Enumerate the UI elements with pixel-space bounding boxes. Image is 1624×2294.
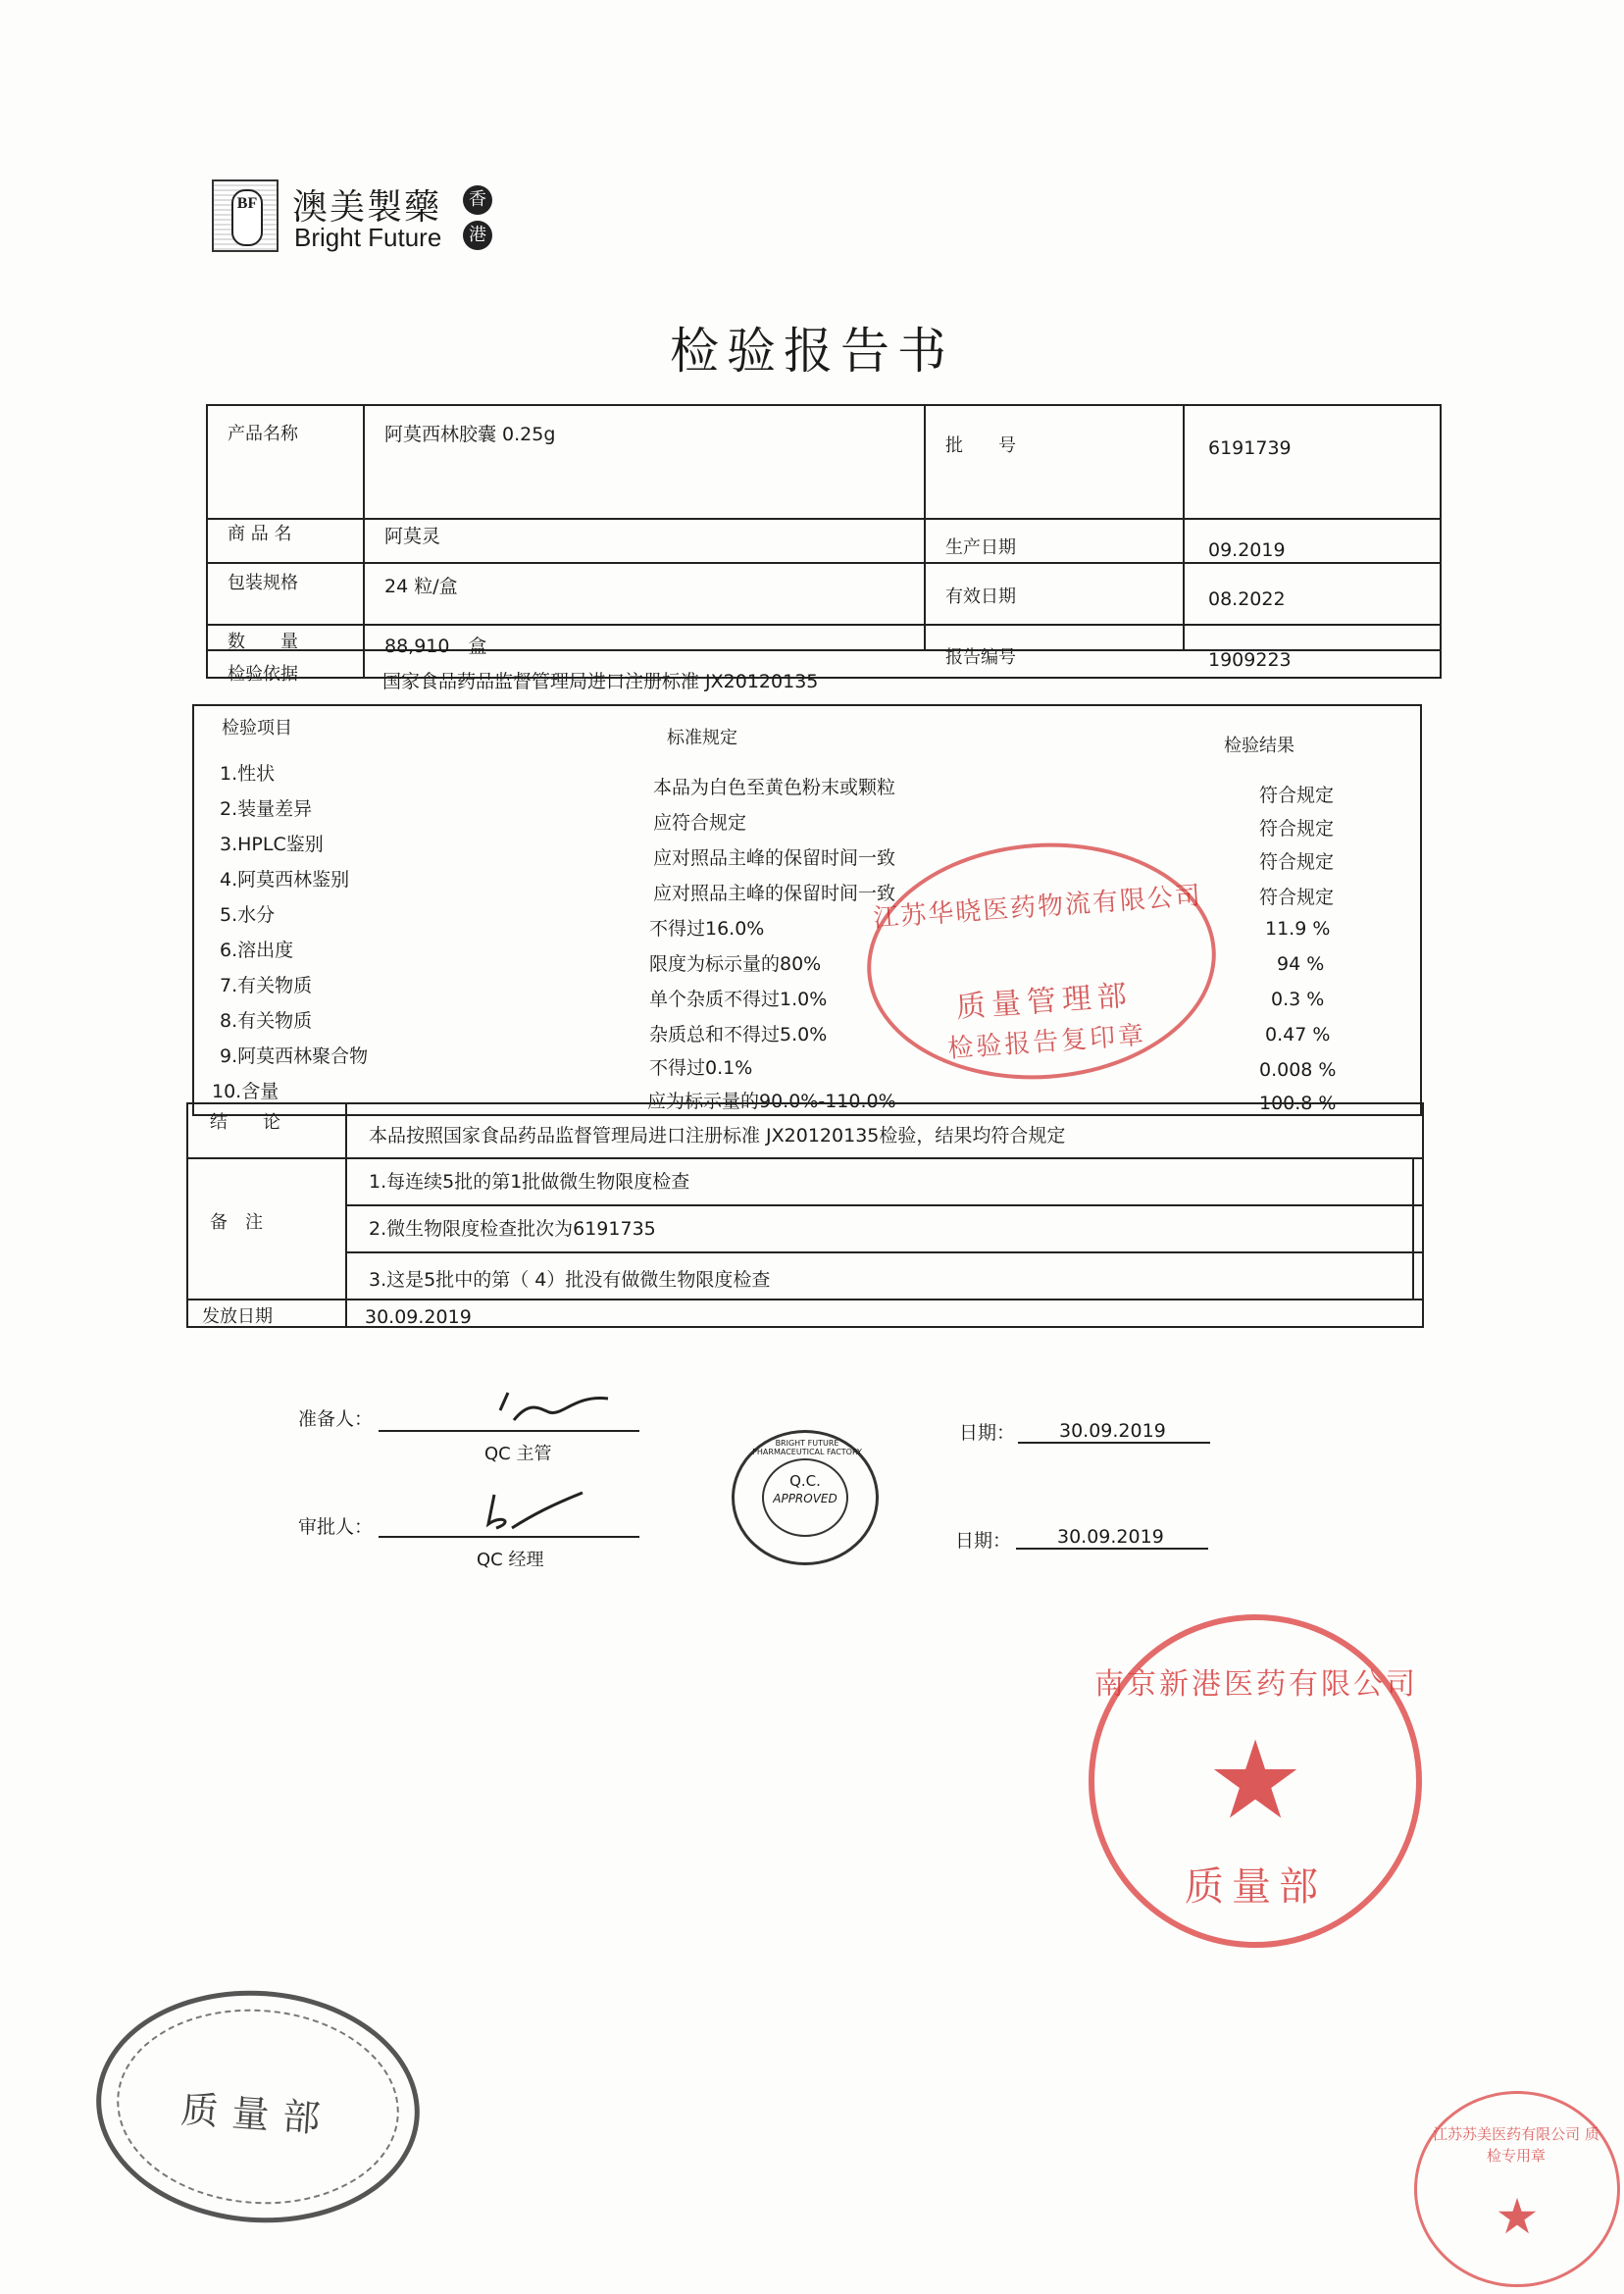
tests-header-standard: 标准规定 — [667, 728, 737, 748]
logo-mark: BF — [212, 179, 279, 252]
test-standard: 应对照品主峰的保留时间一致 — [653, 883, 896, 904]
small-star-icon: ★ — [1495, 2188, 1540, 2245]
grey-quality-stamp: 质量部 — [88, 1980, 428, 2233]
remark-item: 3.这是5批中的第（ 4）批没有做微生物限度检查 — [369, 1269, 771, 1291]
star-icon: ★ — [1206, 1717, 1304, 1843]
pack-value: 24 粒/盒 — [384, 576, 458, 597]
conclusion-text: 本品按照国家食品药品监督管理局进口注册标准 JX20120135检验，结果均符合规定 — [369, 1125, 1066, 1147]
expiry-label: 有效日期 — [945, 586, 1016, 607]
test-standard: 不得过0.1% — [649, 1057, 753, 1079]
expiry-value: 08.2022 — [1208, 588, 1286, 610]
approver-label: 审批人： — [298, 1516, 374, 1538]
batch-label: 批 号 — [945, 435, 1016, 456]
date-value-2: 30.09.2019 — [1057, 1526, 1164, 1548]
remark-item: 2.微生物限度检查批次为6191735 — [369, 1218, 656, 1240]
report-no-value: 1909223 — [1208, 649, 1292, 671]
basis-label: 检验依据 — [228, 664, 298, 685]
trade-name-value: 阿莫灵 — [384, 526, 441, 547]
test-standard: 应对照品主峰的保留时间一致 — [653, 847, 896, 869]
logo-hk-2: 港 — [463, 221, 492, 250]
test-result: 0.008 % — [1259, 1059, 1337, 1081]
test-standard: 单个杂质不得过1.0% — [649, 989, 828, 1010]
test-result: 94 % — [1277, 953, 1325, 975]
date-label-1: 日期： — [959, 1422, 1016, 1444]
copy-seal-stamp: 江苏华晓医药物流有限公司 质量管理部 检验报告复印章 — [859, 832, 1224, 1091]
test-item: 8.有关物质 — [220, 1010, 313, 1032]
test-item: 5.水分 — [220, 904, 276, 926]
page-title: 检验报告书 — [670, 323, 954, 380]
test-item: 10.含量 — [212, 1081, 279, 1102]
mfg-date-label: 生产日期 — [945, 537, 1016, 558]
preparer-signature — [481, 1381, 618, 1428]
release-date-label: 发放日期 — [202, 1306, 273, 1327]
test-item: 7.有关物质 — [220, 975, 313, 996]
product-name-label: 产品名称 — [228, 424, 298, 444]
logo-english-name: Bright Future — [294, 223, 442, 252]
approver-role: QC 经理 — [477, 1550, 544, 1570]
test-standard: 应符合规定 — [653, 812, 747, 834]
basis-value: 国家食品药品监督管理局进口注册标准 JX20120135 — [382, 671, 819, 692]
trade-name-label: 商 品 名 — [228, 524, 292, 544]
preparer-label: 准备人： — [298, 1408, 374, 1430]
tests-table — [192, 704, 1422, 1116]
test-item: 3.HPLC鉴别 — [220, 834, 324, 855]
tests-header-result: 检验结果 — [1224, 736, 1294, 756]
tests-header-item: 检验项目 — [222, 718, 292, 739]
quantity-label: 数 量 — [228, 632, 298, 652]
report-no-label: 报告编号 — [945, 647, 1016, 668]
pack-label: 包装规格 — [228, 573, 298, 593]
release-date-value: 30.09.2019 — [365, 1306, 472, 1328]
test-item: 9.阿莫西林聚合物 — [220, 1045, 369, 1067]
date-value-1: 30.09.2019 — [1059, 1420, 1166, 1442]
test-item: 4.阿莫西林鉴别 — [220, 869, 350, 891]
test-item: 1.性状 — [220, 763, 276, 785]
product-name-value: 阿莫西林胶囊 0.25g — [384, 424, 556, 445]
quantity-value: 88,910 盒 — [384, 636, 487, 657]
test-result: 符合规定 — [1259, 851, 1335, 873]
test-standard: 不得过16.0% — [649, 918, 765, 940]
test-item: 2.装量差异 — [220, 798, 313, 820]
logo-chinese-name: 澳美製藥 — [292, 187, 442, 228]
test-standard: 本品为白色至黄色粉末或颗粒 — [653, 777, 896, 798]
test-standard: 应为标示量的90.0%-110.0% — [647, 1091, 896, 1112]
test-standard: 限度为标示量的80% — [649, 953, 822, 975]
test-result: 0.3 % — [1271, 989, 1325, 1010]
approver-signature — [475, 1485, 592, 1536]
logo-hk-1: 香 — [463, 185, 492, 215]
test-item: 6.溶出度 — [220, 940, 294, 961]
date-label-2: 日期： — [955, 1530, 1012, 1552]
mfg-date-value: 09.2019 — [1208, 539, 1286, 561]
remarks-label: 备 注 — [210, 1212, 263, 1233]
remark-item: 1.每连续5批的第1批做微生物限度检查 — [369, 1171, 690, 1193]
test-result: 符合规定 — [1259, 818, 1335, 840]
qc-special-stamp: 江苏苏美医药有限公司 质检专用章 ★ — [1414, 2091, 1620, 2287]
test-result: 符合规定 — [1259, 887, 1335, 908]
test-result: 11.9 % — [1265, 918, 1331, 940]
qc-approved-stamp: Q.C. APPROVED BRIGHT FUTURE PHARMACEUTICAL FACTORY — [732, 1430, 879, 1565]
company-logo — [212, 179, 506, 258]
test-result: 0.47 % — [1265, 1024, 1331, 1045]
batch-value: 6191739 — [1208, 437, 1292, 459]
conclusion-label: 结 论 — [210, 1112, 280, 1133]
test-result: 符合规定 — [1259, 785, 1335, 806]
quality-dept-stamp: 南京新港医药有限公司 ★ 质量部 — [1089, 1614, 1422, 1948]
test-standard: 杂质总和不得过5.0% — [649, 1024, 828, 1045]
preparer-role: QC 主管 — [484, 1444, 552, 1464]
test-result: 100.8 % — [1259, 1093, 1337, 1114]
